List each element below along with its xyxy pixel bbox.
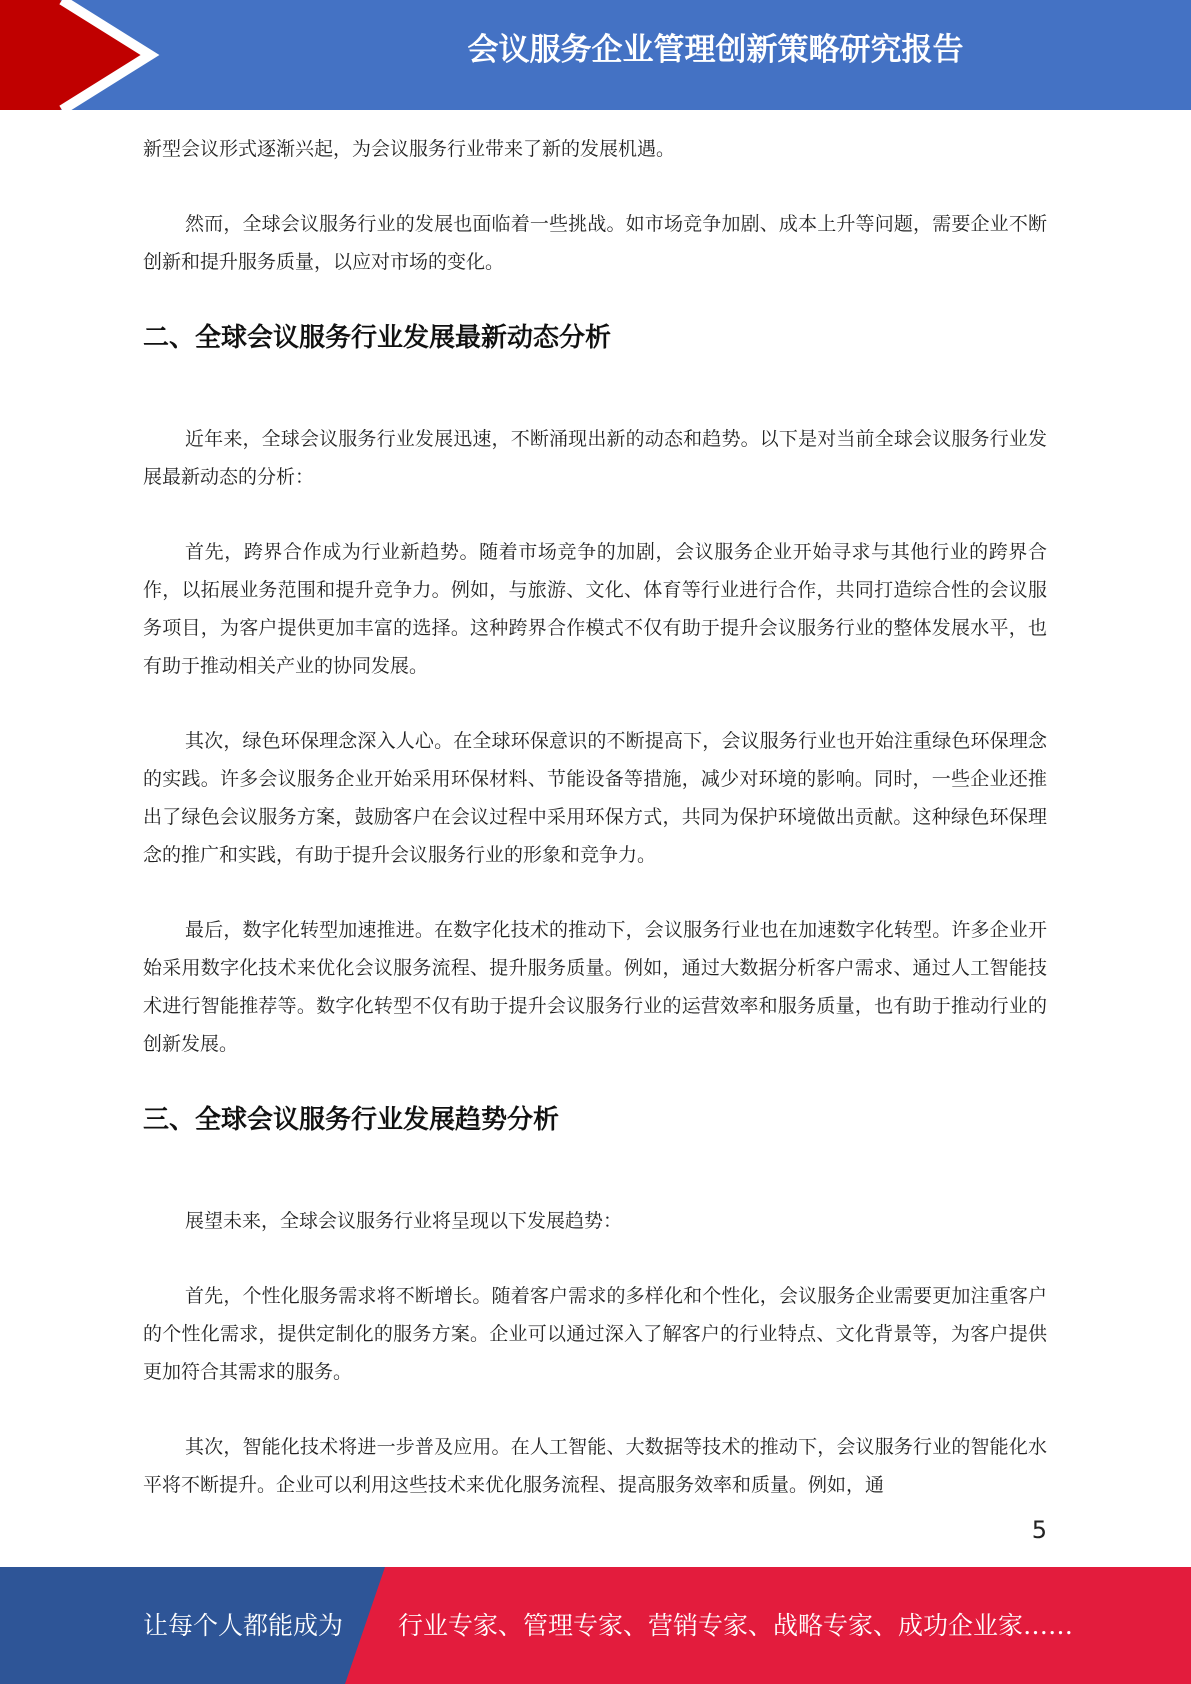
paragraph-outlook: 展望未来，全球会议服务行业将呈现以下发展趋势：: [185, 1210, 623, 1232]
section-heading-2: 二、全球会议服务行业发展最新动态分析: [143, 323, 612, 353]
paragraph-challenges: 然而，全球会议服务行业的发展也面临着一些挑战。如市场竞争加剧、成本上升等问题，需要企业不断创新和提升服务质量，以应对市场的变化。: [143, 213, 1047, 273]
page-footer: [0, 1567, 1191, 1684]
paragraph-green: 其次，绿色环保理念深入人心。在全球环保意识的不断提高下，会议服务行业也开始注重绿色环保理念的实践。许多会议服务企业开始采用环保材料、节能设备等措施，减少对环境的影响。同时，一些企业还推出了绿色会议服务方案，鼓励客户在会议过程中采用环保方式，共同为保护环境做出贡献。这种绿色环保理念的推广和实践，有助于提升会议服务行业的形象和竞争力。: [143, 730, 1047, 866]
page-number: 5: [1031, 1516, 1047, 1544]
report-title: 会议服务企业管理创新策略研究报告: [467, 32, 964, 68]
footer-slogan-right: 行业专家、管理专家、营销专家、战略专家、成功企业家……: [398, 1611, 1074, 1640]
section-heading-3: 三、全球会议服务行业发展趋势分析: [143, 1105, 560, 1135]
document-body: [143, 130, 1047, 1541]
paragraph-intelligent: 其次，智能化技术将进一步普及应用。在人工智能、大数据等技术的推动下，会议服务行业的智能化水平将不断提升。企业可以利用这些技术来优化服务流程、提高服务效率和质量。例如，通: [143, 1436, 1047, 1496]
footer-slogan-left: 让每个人都能成为: [143, 1611, 344, 1640]
page-header: [0, 0, 1191, 110]
paragraph-intro-dynamics: 近年来，全球会议服务行业发展迅速，不断涌现出新的动态和趋势。以下是对当前全球会议服务行业发展最新动态的分析：: [143, 428, 1047, 488]
paragraph-cross-industry: 首先，跨界合作成为行业新趋势。随着市场竞争的加剧，会议服务企业开始寻求与其他行业的跨界合作，以拓展业务范围和提升竞争力。例如，与旅游、文化、体育等行业进行合作，共同打造综合性的会议服务项目，为客户提供更加丰富的选择。这种跨界合作模式不仅有助于提升会议服务行业的整体发展水平，也有助于推动相关产业的协同发展。: [143, 541, 1047, 677]
paragraph-continuation: 新型会议形式逐渐兴起，为会议服务行业带来了新的发展机遇。: [143, 138, 676, 160]
paragraph-personalized: 首先，个性化服务需求将不断增长。随着客户需求的多样化和个性化，会议服务企业需要更加注重客户的个性化需求，提供定制化的服务方案。企业可以通过深入了解客户的行业特点、文化背景等，为客户提供更加符合其需求的服务。: [143, 1285, 1047, 1383]
paragraph-digital: 最后，数字化转型加速推进。在数字化技术的推动下，会议服务行业也在加速数字化转型。许多企业开始采用数字化技术来优化会议服务流程、提升服务质量。例如，通过大数据分析客户需求、通过人工智能技术进行智能推荐等。数字化转型不仅有助于提升会议服务行业的运营效率和服务质量，也有助于推动行业的创新发展。: [143, 919, 1047, 1055]
